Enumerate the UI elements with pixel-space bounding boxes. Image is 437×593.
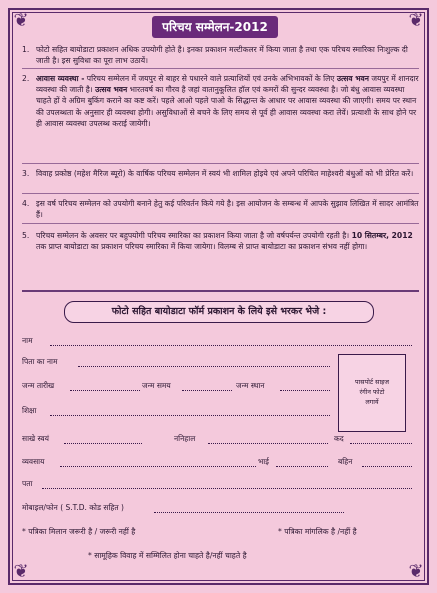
mobile-label: मोबाइल/फोन ( S.T.D. कोड सहित ) xyxy=(22,503,124,512)
nanihal-field[interactable] xyxy=(208,443,328,444)
item-text: विवाह प्रकोष्ठ (महेश मैरिज ब्यूरो) के वार्षिक परिचय सम्मेलन में स्वयं भी शामिल होइये एवं अपने परिचित माहेश्वरी बंधुओं को भी प्रेरित करें। xyxy=(36,169,414,178)
manglik-option[interactable]: * पत्रिका मांगलिक है /नहीं है xyxy=(278,527,357,536)
item-lead: आवास व्यवस्था - xyxy=(36,74,85,83)
education-label: शिक्षा xyxy=(22,406,37,415)
sister-field[interactable] xyxy=(362,466,412,467)
name-label: नाम xyxy=(22,336,33,345)
item-text: फोटो सहित बायोडाटा प्रकाशन अधिक उपयोगी होते है। इनका प्रकाशन मल्टीकलर में किया जाता है तथा एक परिचय स्मारिका निःशुल्क दी जाती है। इस सुविधा का पूरा लाभ उठायें। xyxy=(36,45,408,66)
item-lead: 10 सितम्बर, 2012 xyxy=(351,231,413,240)
item-body: भारतवर्ष का गौरव है जहां वातानुकूलित हॉल एवं कमरों की सुन्दर व्यवस्था है। जो बंधु आवास व्यवस्था चाहते हों वे अग्रिम बुकिंग कराने का कष्ट करें। पहले आओ पहले पाओ के सिद्धान्त के आधार पर आवास व्यवस्था की जाएगी। समय पर स्थान की उपलब्धता के अनुसार ही व्यवस्था होगी। असुविधाओं से बचने के लिए समय से पूर्व ही आवास व्यवस्था करा लेवें। प्रत्याशी के साथ होने पर ही आवास व्यवस्था उपलब्ध कराई जायेगी। xyxy=(36,85,417,128)
photo-box-text: लगायें xyxy=(365,398,379,406)
pob-field[interactable] xyxy=(280,390,330,391)
education-field[interactable] xyxy=(50,415,330,416)
height-field[interactable] xyxy=(350,443,412,444)
pob-label: जन्म स्थान xyxy=(236,381,265,390)
kundli-option[interactable]: * पत्रिका मिलान जरूरी है / जरूरी नहीं है xyxy=(22,527,136,536)
item-number: 3. xyxy=(22,169,30,178)
father-field[interactable] xyxy=(78,366,330,367)
item-number: 2. xyxy=(22,74,30,83)
item-body: तक प्राप्त बायोडाटा का प्रकाशन परिचय स्मारिका में किया जायेगा। विलम्ब से प्राप्त बायोडाटा का प्रकाशन संभव नहीं होगा। xyxy=(36,242,368,252)
page-title: परिचय सम्मेलन-2012 xyxy=(162,20,268,34)
item-text: इस वर्ष परिचय सम्मेलन को उपयोगी बनाने हेतु कई परिवर्तन किये गये है। इस आयोजन के सम्बन्ध में आपके सुझाव लिखित में सादर आमंत्रित हैं। xyxy=(36,199,419,220)
height-label: कद xyxy=(334,434,344,443)
info-item-1 xyxy=(22,44,419,66)
divider xyxy=(22,68,419,69)
business-label: व्यवसाय xyxy=(22,457,45,466)
form-heading: फोटो सहित बायोडाटा फॉर्म प्रकाशन के लिये इसे भरकर भेजे : xyxy=(64,301,374,323)
item-lead: उत्सव भवन xyxy=(336,74,369,83)
corner-ornament-icon: ❦ xyxy=(13,10,29,31)
section-divider xyxy=(22,290,419,292)
business-field[interactable] xyxy=(60,466,256,467)
photo-box[interactable] xyxy=(338,354,406,432)
photo-box-text: रंगीन फोटो xyxy=(359,388,385,396)
item-body: परिचय सम्मेलन के अवसर पर बहुपयोगी परिचय स्मारिका का प्रकाशन किया जाता है जो वर्षपर्यन्त उपयोगी रहती है। xyxy=(36,231,350,240)
name-field[interactable] xyxy=(50,345,412,346)
tob-field[interactable] xyxy=(182,390,232,391)
gotra-label: साखे स्वयं xyxy=(22,434,49,443)
photo-box-text: पासपोर्ट साइज xyxy=(355,378,389,386)
sister-label: बहिन xyxy=(338,457,353,466)
brother-field[interactable] xyxy=(276,466,328,467)
item-body: जयपुर में शानदार व्यवस्था की जाती है। xyxy=(36,74,419,95)
item-number: 1. xyxy=(22,45,30,54)
tob-label: जन्म समय xyxy=(142,381,171,390)
corner-ornament-icon: ❦ xyxy=(408,10,424,31)
item-lead: उत्सव भवन xyxy=(95,85,128,95)
info-item-3 xyxy=(22,168,419,179)
dob-field[interactable] xyxy=(70,390,140,391)
divider xyxy=(22,193,419,194)
gotra-field[interactable] xyxy=(64,443,142,444)
divider xyxy=(22,223,419,224)
mass-wedding-option[interactable]: * सामूहिक विवाह में सम्मिलित होना चाहते है/नहीं चाहते है xyxy=(88,551,247,560)
divider xyxy=(22,163,419,164)
item-text xyxy=(36,73,419,129)
brother-label: भाई xyxy=(258,457,269,466)
corner-ornament-icon: ❦ xyxy=(13,561,29,582)
nanihal-label: ननिहाल xyxy=(174,434,196,443)
title-banner xyxy=(152,16,278,38)
item-body: परिचय सम्मेलन में जयपुर से बाहर से पधारने वाले प्रत्याशियों एवं उनके अभिभावकों के लिए xyxy=(86,74,335,83)
info-item-4 xyxy=(22,198,419,220)
info-item-2 xyxy=(22,73,419,129)
address-field[interactable] xyxy=(42,488,412,489)
item-text xyxy=(36,230,419,252)
corner-ornament-icon: ❦ xyxy=(408,561,424,582)
mobile-field[interactable] xyxy=(154,512,344,513)
father-label: पिता का नाम xyxy=(22,357,58,366)
info-item-5 xyxy=(22,230,419,252)
address-label: पता xyxy=(22,479,33,488)
item-number: 5. xyxy=(22,231,30,240)
item-number: 4. xyxy=(22,199,30,208)
dob-label: जन्म तारीख xyxy=(22,381,55,390)
